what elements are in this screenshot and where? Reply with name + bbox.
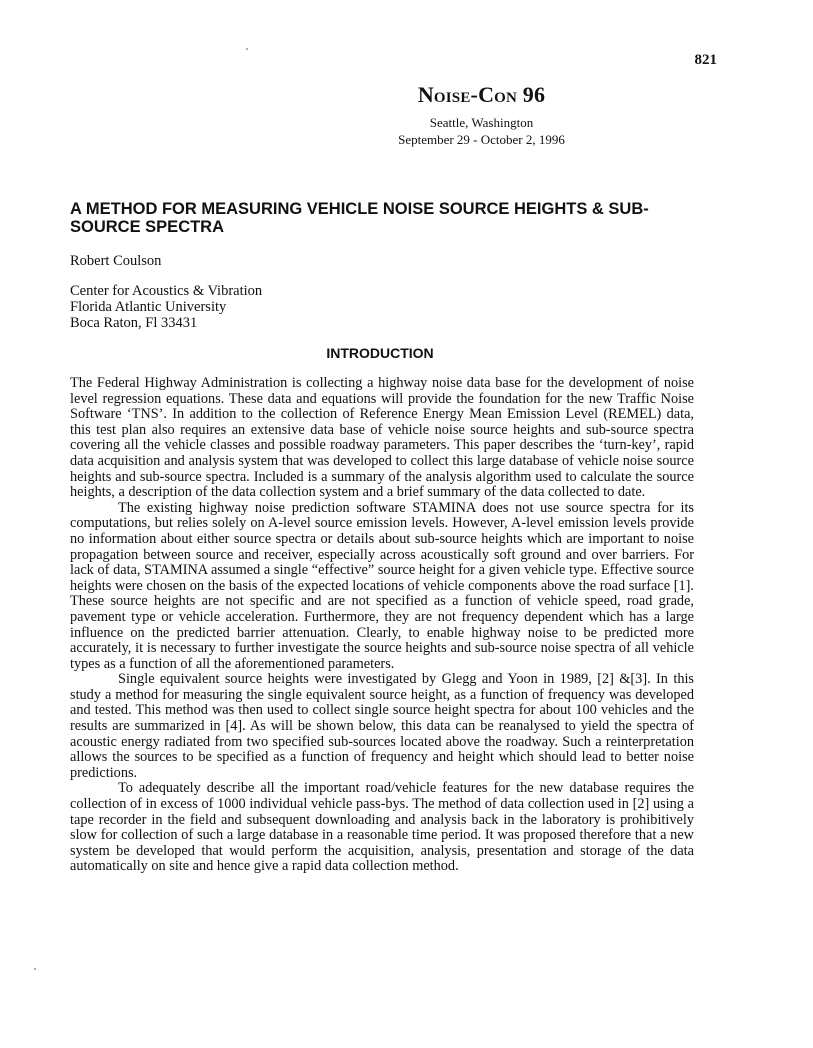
paper-title: A METHOD FOR MEASURING VEHICLE NOISE SOURCE HEIGHTS & SUB-SOURCE SPECTRA <box>70 200 649 236</box>
affiliation-center: Center for Acoustics & Vibration <box>70 283 263 299</box>
page-number: 821 <box>694 52 717 68</box>
body-text <box>70 376 694 875</box>
conference-location: Seattle, Washington <box>429 115 534 130</box>
author-name: Robert Coulson <box>70 253 162 269</box>
affiliation <box>70 283 262 331</box>
affiliation-address: Boca Raton, Fl 33431 <box>70 315 198 331</box>
conference-header <box>0 82 813 148</box>
section-heading-introduction: INTRODUCTION <box>326 345 434 361</box>
conference-name: Noise-Con 96 <box>417 82 546 107</box>
paragraph: Single equivalent source heights were investigated by Glegg and Yoon in 1989, [2] &[3]. In this study a method for measuring the single equivalent source height, as a function of frequency was developed and tested. This method was then used to collect single source height spectra for about 100 vehicles and the results are summarized in [4]. As will be shown below, this data can be reanalysed to yield the spectra of acoustic energy radiated from two specified sub-sources located above the roadway. Such a reinterpretation allows the sources to be specified as a function of frequency and height which should lead to better noise predictions. <box>70 671 694 781</box>
paragraph: To adequately describe all the important road/vehicle features for the new database requires the collection of in excess of 1000 individual vehicle pass-bys. The method of data collection used in [2] using a tape recorder in the field and subsequent downloading and analysis back in the laboratory is prohibitively slow for collection of such a large database in a reasonable time period. It was proposed therefore that a new system be developed that would perform the acquisition, analysis, presentation and storage of the data automatically on site and hence give a rapid data collection method. <box>70 780 694 875</box>
paragraph: The existing highway noise prediction software STAMINA does not use source spectra for its computations, but relies solely on A-level source emission levels. However, A-level emission levels provide no information about either source spectra or details about sub-source heights which are important to noise propagation between source and receiver, especially across acoustically soft ground and over barriers. For lack of data, STAMINA assumed a single “effective” source height for a given vehicle type. Effective source heights were chosen on the basis of the expected locations of vehicle components above the road surface [1]. These source heights are not specific and are not specified as a function of vehicle speed, road grade, pavement type or vehicle acceleration. Furthermore, they are not frequency dependent which has a large influence on the predicted barrier attenuation. Clearly, to enable highway noise to be predicted more accurately, it is necessary to further investigate the source heights and sub-source noise spectra of all vehicle types as a function of all the aforementioned parameters. <box>70 499 694 672</box>
scan-speck <box>246 48 248 50</box>
paragraph: The Federal Highway Administration is collecting a highway noise data base for the development of noise level regression equations. These data and equations will provide the foundation for the new Traffic Noise Software ‘TNS’. In addition to the collection of Reference Energy Mean Emission Level (REMEL) data, this test plan also requires an extensive data base of vehicle noise source heights and sub-source spectra covering all the vehicle classes and possible roadway parameters. This paper describes the ‘turn-key’, rapid data acquisition and analysis system that was developed to collect this large database of vehicle noise source heights and sub-source spectra. Included is a summary of the analysis algorithm used to calculate the source heights, a description of the data collection system and a brief summary of the data collected to date. <box>70 375 694 501</box>
conference-dates: September 29 - October 2, 1996 <box>398 132 565 147</box>
scan-speck <box>34 968 36 970</box>
affiliation-university: Florida Atlantic University <box>70 299 227 315</box>
